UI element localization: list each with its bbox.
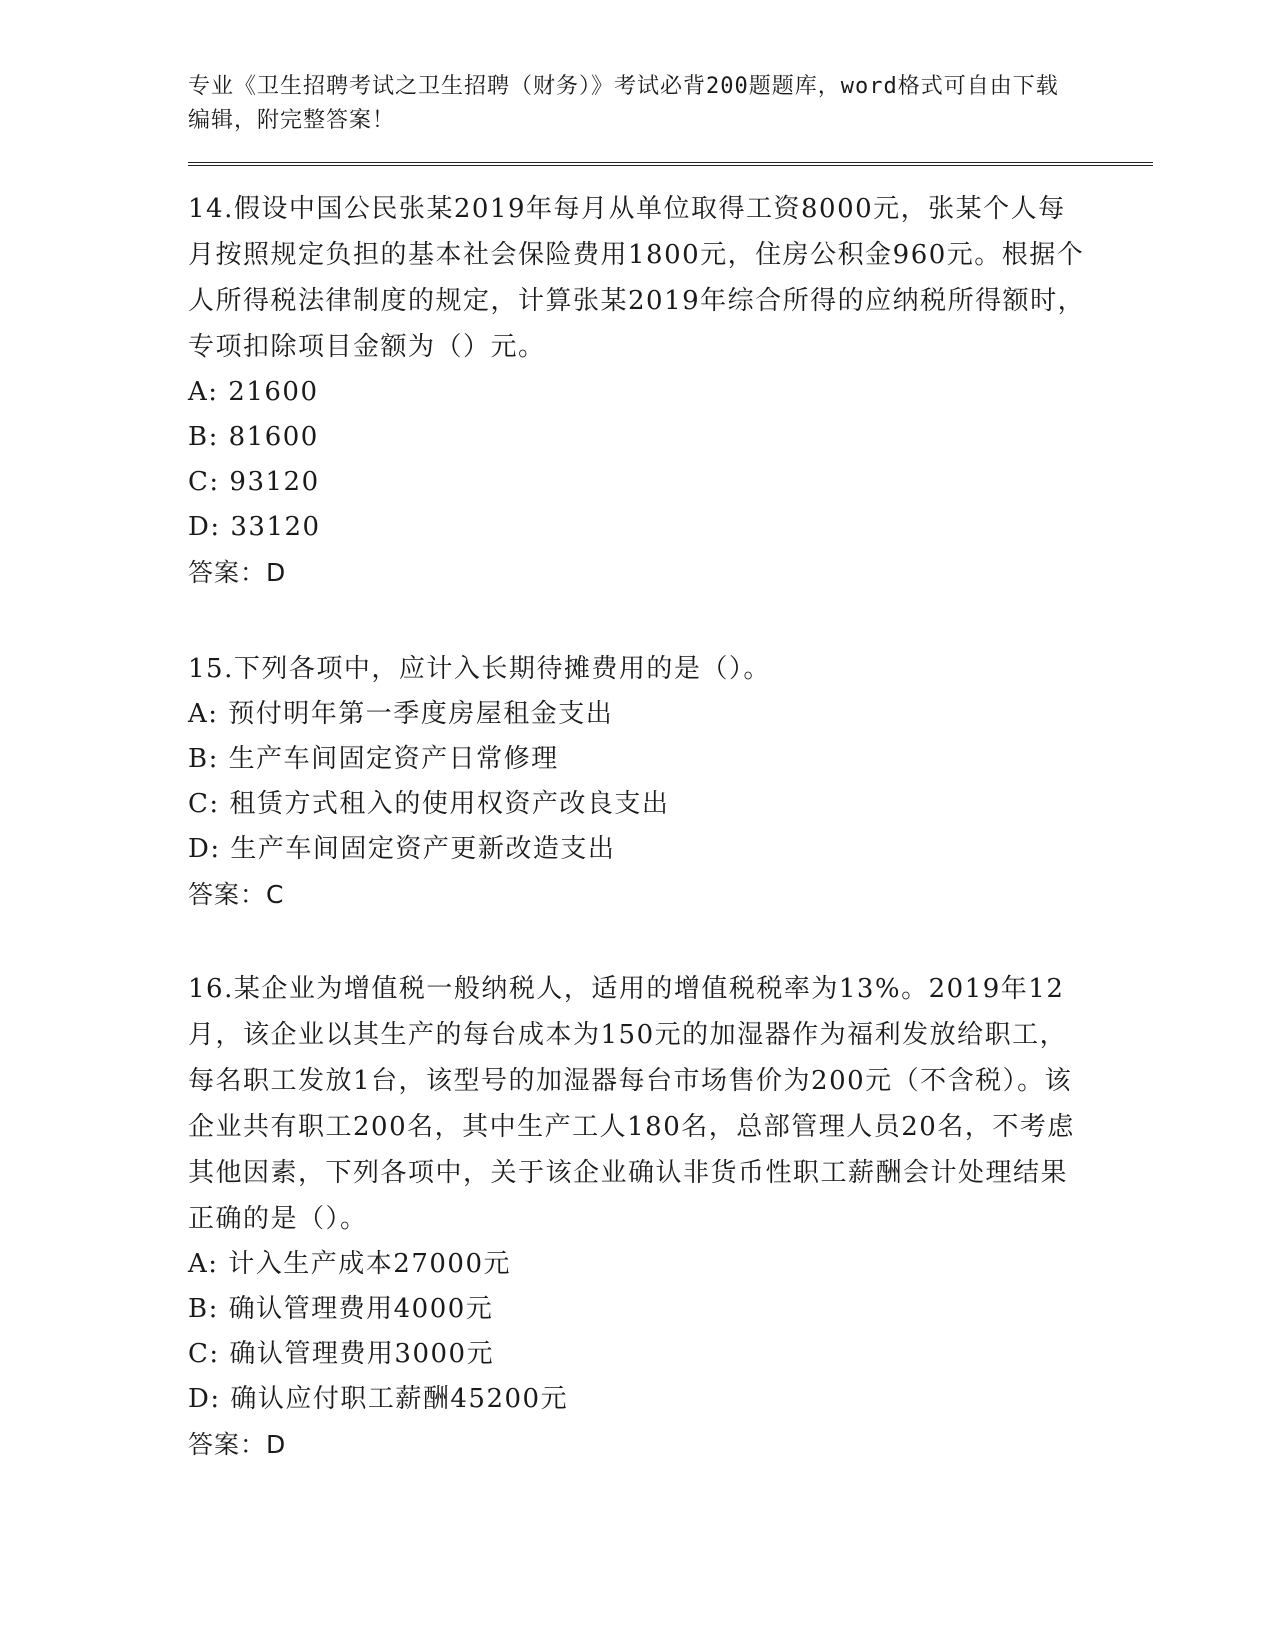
option-a: A: 计入生产成本27000元 bbox=[188, 1249, 512, 1279]
option-c: C: 确认管理费用3000元 bbox=[188, 1339, 495, 1369]
option-d: D: 生产车间固定资产更新改造支出 bbox=[188, 834, 616, 864]
answer-line: 答案：C bbox=[188, 880, 285, 909]
option-d: D: 确认应付职工薪酬45200元 bbox=[188, 1384, 569, 1414]
option-b: B: 81600 bbox=[188, 422, 319, 452]
option-b: B: 生产车间固定资产日常修理 bbox=[188, 744, 559, 774]
header-divider bbox=[188, 162, 1153, 166]
option-a: A: 21600 bbox=[188, 377, 319, 407]
question-stem: 16.某企业为增值税一般纳税人，适用的增值税税率为13%。2019年12月，该企业以其生产的每台成本为150元的加湿器作为福利发放给职工，每名职工发放1台，该型号的加湿器每台市场售价为200元（不含税）。该企业共有职工200名，其中生产工人180名，总部管理人员20名，不考虑其他因素，下列各项中，关于该企业确认非货币性职工薪酬会计处理结果正确的是（）。 bbox=[188, 974, 1075, 1234]
document-page bbox=[188, 70, 1148, 1459]
option-b: B: 确认管理费用4000元 bbox=[188, 1294, 494, 1324]
question-stem: 14.假设中国公民张某2019年每月从单位取得工资8000元，张某个人每月按照规定负担的基本社会保险费用1800元，住房公积金960元。根据个人所得税法律制度的规定，计算张某2019年综合所得的应纳税所得额时，专项扣除项目金额为（）元。 bbox=[188, 194, 1086, 362]
question-15 bbox=[188, 646, 1088, 918]
option-c: C: 租赁方式租入的使用权资产改良支出 bbox=[188, 789, 670, 819]
answer-line: 答案：D bbox=[188, 558, 287, 587]
document-header: 专业《卫生招聘考试之卫生招聘（财务）》考试必背200题题库，word格式可自由下载编辑，附完整答案！ bbox=[188, 74, 1059, 133]
option-c: C: 93120 bbox=[188, 467, 320, 497]
question-14 bbox=[188, 186, 1088, 596]
question-stem: 15.下列各项中，应计入长期待摊费用的是（）。 bbox=[188, 654, 771, 684]
question-16 bbox=[188, 966, 1088, 1468]
option-a: A: 预付明年第一季度房屋租金支出 bbox=[188, 699, 614, 729]
option-d: D: 33120 bbox=[188, 512, 321, 542]
answer-line: 答案：D bbox=[188, 1430, 287, 1459]
